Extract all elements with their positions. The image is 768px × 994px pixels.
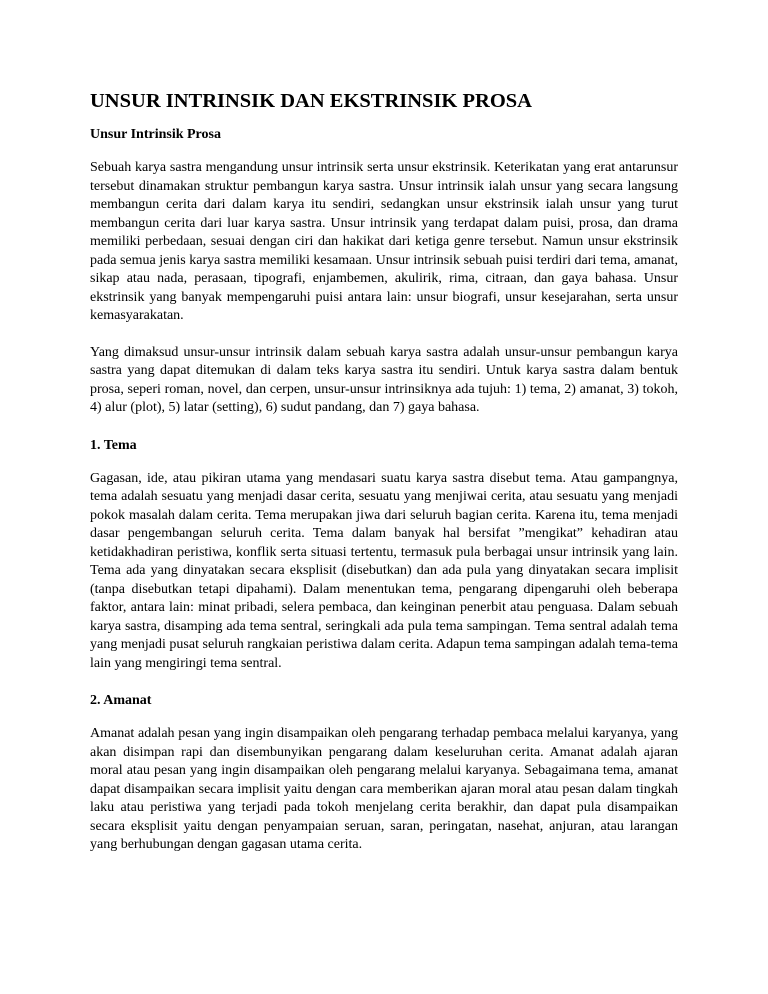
document-page (90, 88, 678, 873)
intro-paragraph-1: Sebuah karya sastra mengandung unsur intrinsik serta unsur ekstrinsik. Keterikatan yang erat antarunsur tersebut dinamakan struktur pembangun karya sastra. Unsur intrinsik ialah unsur yang secara langsung membangun cerita dari dalam karya itu sendiri, sedangkan unsur ekstrinsik ialah unsur yang turut membangun cerita dari luar karya sastra. Unsur intrinsik yang terdapat dalam puisi, prosa, dan drama memiliki perbedaan, sesuai dengan ciri dan hakikat dari ketiga genre tersebut. Namun unsur ekstrinsik pada semua jenis karya sastra memiliki kesamaan. Unsur intrinsik sebuah puisi terdiri dari tema, amanat, sikap atau nada, perasaan, tipografi, enjambemen, akulirik, rima, citraan, dan gaya bahasa. Unsur ekstrinsik yang banyak mempengaruhi puisi antara lain: unsur biografi, unsur kesejarahan, serta unsur kemasyarakatan. (90, 160, 678, 323)
section-paragraph-amanat: Amanat adalah pesan yang ingin disampaikan oleh pengarang terhadap pembaca melalui karyanya, yang akan disimpan rapi dan disembunyikan pengarang dalam keseluruhan cerita. Amanat adalah ajaran moral atau pesan yang ingin disampaikan oleh pengarang melalui karyanya. Sebagaimana tema, amanat dapat disampaikan secara implisit yaitu dengan cara memberikan ajaran moral atau pesan dalam tingkah laku atau peristiwa yang terjadi pada tokoh menjelang cerita berakhir, dan dapat pula disampaikan secara eksplisit yaitu dengan penyampaian seruan, saran, peringatan, nasehat, anjuran, atau larangan yang berhubungan dengan gagasan utama cerita. (90, 726, 678, 852)
section-paragraph-tema: Gagasan, ide, atau pikiran utama yang mendasari suatu karya sastra disebut tema. Atau gampangnya, tema adalah sesuatu yang menjadi dasar cerita, sesuatu yang menjiwai cerita, atau sesuatu yang menjadi pokok masalah dalam cerita. Tema merupakan jiwa dari seluruh bagian cerita. Karena itu, tema menjadi dasar pengembangan seluruh cerita. Tema dalam banyak hal bersifat ”mengikat” kehadiran atau ketidakhadiran peristiwa, konflik serta situasi tertentu, termasuk pula berbagai unsur intrinsik yang lain. Tema ada yang dinyatakan secara eksplisit (disebutkan) dan ada pula yang dinyatakan secara implisit (tanpa disebutkan tetapi dipahami). Dalam menentukan tema, pengarang dipengaruhi oleh beberapa faktor, antara lain: minat pribadi, selera pembaca, dan keinginan penerbit atau penguasa. Dalam sebuah karya sastra, disamping ada tema sentral, seringkali ada pula tema sampingan. Tema sentral adalah tema yang menjadi pusat seluruh rangkaian peristiwa dalam cerita. Adapun tema sampingan adalah tema-tema lain yang mengiringi tema sentral. (90, 470, 678, 671)
document-title: UNSUR INTRINSIK DAN EKSTRINSIK PROSA (90, 90, 532, 112)
intro-paragraph-2: Yang dimaksud unsur-unsur intrinsik dalam sebuah karya sastra adalah unsur-unsur pembangun karya sastra yang dapat ditemukan di dalam teks karya sastra itu sendiri. Untuk karya sastra dalam bentuk prosa, seperi roman, novel, dan cerpen, unsur-unsur intrinsiknya ada tujuh: 1) tema, 2) amanat, 3) tokoh, 4) alur (plot), 5) latar (setting), 6) sudut pandang, dan 7) gaya bahasa. (90, 344, 678, 415)
section-heading-tema: 1. Tema (90, 437, 137, 453)
subtitle-unsur-intrinsik-prosa: Unsur Intrinsik Prosa (90, 127, 221, 142)
section-heading-amanat: 2. Amanat (90, 693, 152, 708)
